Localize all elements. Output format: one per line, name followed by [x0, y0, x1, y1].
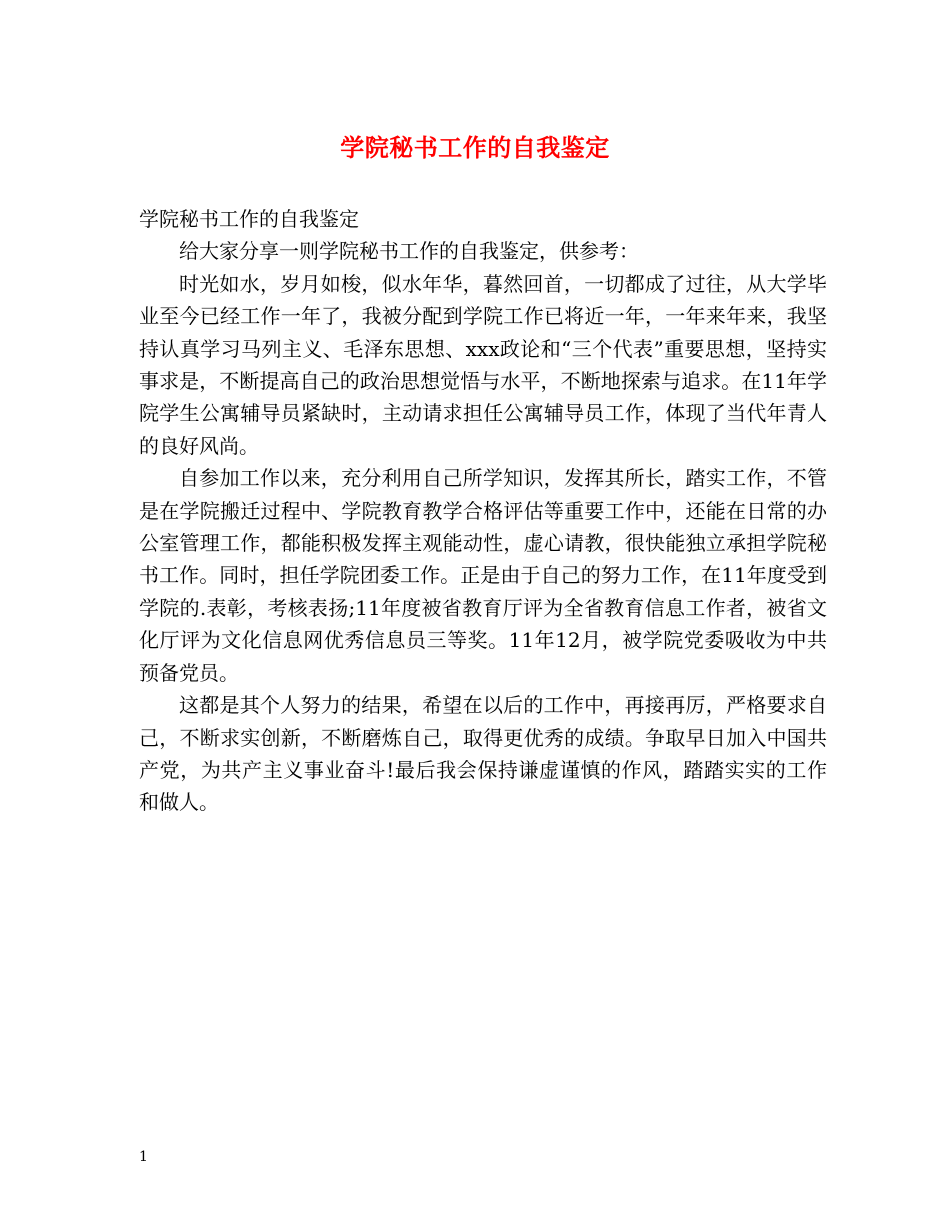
- page-number: 1: [139, 1149, 148, 1165]
- intro-paragraph: 给大家分享一则学院秘书工作的自我鉴定，供参考：: [179, 239, 639, 264]
- body-paragraph-2: 自参加工作以来，充分利用自己所学知识，发挥其所长，踏实工作，不管是在学院搬迁过程中、学院教育教学合格评估等重要工作中，还能在日常的办公室管理工作，都能积极发挥主观能动性，虚心请教，很快能独立承担学院秘书工作。同时，担任学院团委工作。正是由于自己的努力工作，在11年度受到学院的.表彰，考核表扬;11年度被省教育厅评为全省教育信息工作者，被省文化厅评为文化信息网优秀信息员三等奖。11年12月，被学院党委吸收为中共预备党员。: [139, 466, 827, 685]
- document-body: [139, 203, 827, 819]
- body-heading: 学院秘书工作的自我鉴定: [139, 207, 359, 231]
- document-title: 学院秘书工作的自我鉴定: [340, 133, 610, 162]
- body-paragraph-3: 这都是其个人努力的结果，希望在以后的工作中，再接再厉，严格要求自己，不断求实创新，不断磨炼自己，取得更优秀的成绩。争取早日加入中国共产党，为共产主义事业奋斗!最后我会保持谦虚谨慎的作风，踏踏实实的工作和做人。: [139, 693, 827, 815]
- body-paragraph-1: 时光如水，岁月如梭，似水年华，暮然回首，一切都成了过往，从大学毕业至今已经工作一年了，我被分配到学院工作已将近一年，一年来年来，我坚持认真学习马列主义、毛泽东思想、xxx政论和“三个代表”重要思想，坚持实事求是，不断提高自己的政治思想觉悟与水平，不断地探索与追求。在11年学院学生公寓辅导员紧缺时，主动请求担任公寓辅导员工作，体现了当代年青人的良好风尚。: [139, 271, 827, 458]
